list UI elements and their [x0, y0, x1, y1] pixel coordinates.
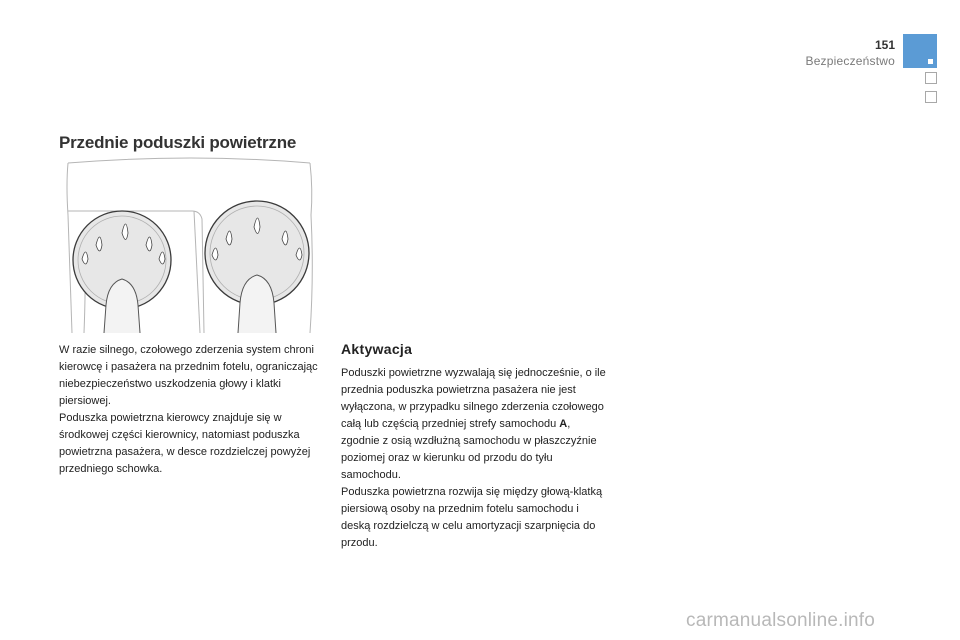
activation-heading: Aktywacja	[341, 341, 413, 357]
activation-text-part: , zgodnie z osią wzdłużną samochodu w płaszczyźnie poziomej oraz w kierunku od przodu do tyłu samochodu.	[341, 418, 597, 481]
airbag-illustration	[62, 155, 322, 335]
section-tab-active[interactable]	[903, 34, 937, 68]
page-number: 151	[874, 38, 895, 52]
intro-paragraph: W razie silnego, czołowego zderzenia system chroni kierowcę i pasażera na przednim fotelu, ograniczając niebezpieczeństwo uszkodzenia głowy i klatki piersiowej.	[59, 344, 318, 407]
activation-paragraph	[341, 365, 611, 484]
passenger-airbag	[205, 201, 309, 333]
activation-text-part: Poduszki powietrzne wyzwalają się jednocześnie, o ile przednia poduszka powietrzna pasażera nie jest wyłączona, w przypadku silnego zderzenia czołowego całą lub częścią przedniej strefy samochodu	[341, 367, 606, 430]
zone-label: A	[559, 418, 568, 430]
intro-paragraph: Poduszka powietrzna kierowcy znajduje się w środkowej części kierownicy, natomiast poduszka powietrzna pasażera, w desce rozdzielczej powyżej przedniego schowka.	[59, 412, 311, 475]
section-name: Bezpieczeństwo	[805, 54, 895, 68]
intro-text	[59, 342, 329, 478]
section-tab-box[interactable]	[925, 72, 937, 84]
activation-text	[341, 365, 611, 552]
driver-airbag	[73, 211, 171, 333]
watermark: carmanualsonline.info	[686, 610, 876, 631]
activation-paragraph: Poduszka powietrzna rozwija się między głową-klatką piersiową osoby na przednim fotelu samochodu i deską rozdzielczą w celu amortyzacji szarpnięcia do przodu.	[341, 486, 603, 549]
page-title: Przednie poduszki powietrzne	[59, 133, 297, 152]
section-tab-box[interactable]	[925, 91, 937, 103]
